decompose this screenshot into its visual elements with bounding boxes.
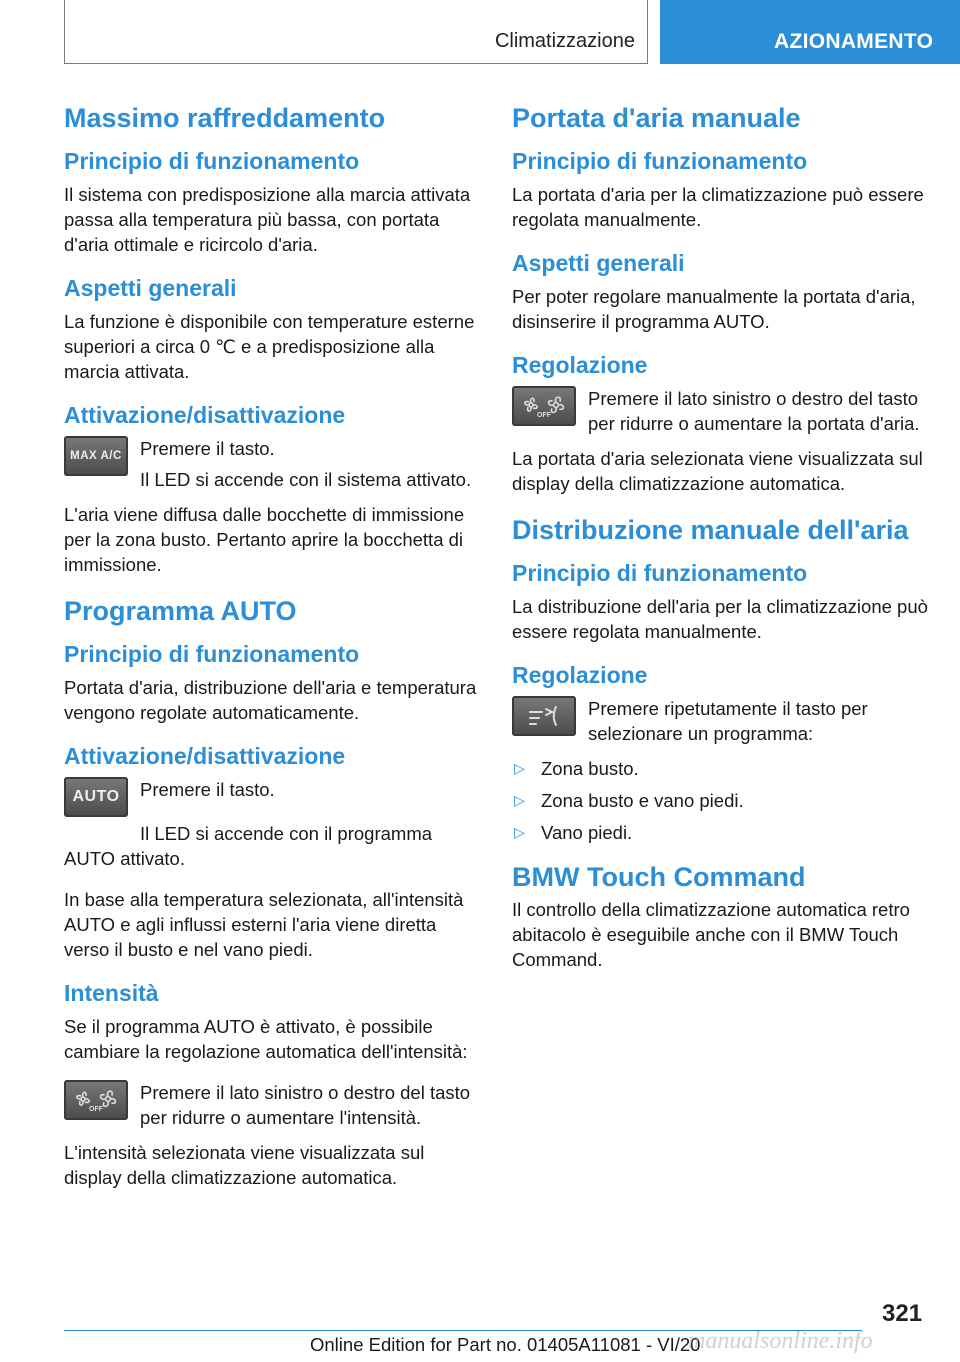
max-ac-button-label: MAX A/C [70, 450, 122, 462]
svg-text:OFF: OFF [537, 412, 551, 419]
paragraph: Portata d'aria, distribuzione dell'aria e temperatura vengono regolate automaticamente. [64, 677, 477, 723]
paragraph: Premere il tasto. [140, 779, 275, 800]
instruction-row [64, 436, 482, 492]
heading-auto: Programma AUTO [64, 596, 297, 626]
program-list [512, 756, 932, 845]
subheading-principio: Principio di funzionamento [512, 560, 808, 586]
subheading-attivazione: Attivazione/disattivazione [64, 743, 346, 769]
list-item: ▷ Zona busto e vano piedi. [514, 790, 744, 811]
paragraph: La portata d'aria selezionata viene visualizzata sul display della climatizzazione automatica. [512, 448, 923, 494]
paragraph: Premere ripetutamente il tasto per selezionare un programma: [588, 698, 868, 744]
subheading-regolazione: Regolazione [512, 352, 648, 378]
header-section-box [64, 0, 648, 64]
triangle-bullet-icon: ▷ [514, 824, 525, 840]
paragraph: Il LED si accende con il programma AUTO attivato. [64, 823, 433, 869]
subheading-principio: Principio di funzionamento [512, 148, 808, 174]
subheading-attivazione: Attivazione/disattivazione [64, 402, 346, 428]
instruction-row [512, 696, 932, 746]
svg-text:OFF: OFF [89, 1106, 103, 1113]
paragraph: La distribuzione dell'aria per la climatizzazione può essere regolata manualmente. [512, 596, 928, 642]
paragraph: Per poter regolare manualmente la portata d'aria, disinserire il programma AUTO. [512, 286, 916, 332]
paragraph: La funzione è disponibile con temperature esterne superiori a circa 0 ℃ e a predisposizione alla marcia attivata. [64, 311, 475, 382]
subheading-principio: Principio di funzionamento [64, 148, 360, 174]
header-chapter-title: AZIONAMENTO [774, 30, 934, 53]
paragraph: Premere il tasto. [140, 438, 275, 459]
heading-massimo: Massimo raffreddamento [64, 103, 386, 133]
paragraph: L'intensità selezionata viene visualizzata sul display della climatizzazione automatica. [64, 1142, 425, 1188]
fan-button-icon [64, 1080, 128, 1120]
header-section-title: Climatizzazione [494, 30, 635, 52]
paragraph: Se il programma AUTO è attivato, è possibile cambiare la regolazione automatica dell'intensità: [64, 1016, 468, 1062]
air-distribution-button-icon [512, 696, 576, 736]
max-ac-button-icon [64, 436, 128, 476]
right-column [512, 100, 932, 988]
fan-button-icon [512, 386, 576, 426]
paragraph: La portata d'aria per la climatizzazione può essere regolata manualmente. [512, 184, 924, 230]
heading-bmw-touch-command: BMW Touch Command [512, 862, 806, 892]
instruction-row [512, 386, 932, 436]
subheading-aspetti: Aspetti generali [64, 275, 237, 301]
heading-portata: Portata d'aria manuale [512, 103, 801, 133]
paragraph: In base alla temperatura selezionata, all'intensità AUTO e agli influssi esterni l'aria viene diretta verso il busto e nel vano piedi. [64, 889, 464, 960]
left-column [64, 100, 482, 1206]
subheading-principio: Principio di funzionamento [64, 641, 360, 667]
watermark: manualsonline.info [688, 1328, 873, 1354]
subheading-regolazione: Regolazione [512, 662, 648, 688]
subheading-aspetti: Aspetti generali [512, 250, 685, 276]
triangle-bullet-icon: ▷ [514, 792, 525, 808]
list-item: ▷ Zona busto. [514, 758, 639, 779]
instruction-row [64, 1080, 482, 1130]
paragraph: Premere il lato sinistro o destro del tasto per ridurre o aumentare la portata d'aria. [588, 388, 920, 434]
footer-edition: Online Edition for Part no. 01405A11081 - VI/20 [310, 1334, 701, 1355]
page-number: 321 [882, 1300, 923, 1327]
paragraph: L'aria viene diffusa dalle bocchette di immissione per la zona busto. Pertanto aprire la bocchetta di immissione. [64, 504, 465, 575]
heading-distribuzione: Distribuzione manuale dell'aria [512, 515, 909, 545]
auto-button-icon [64, 777, 128, 817]
paragraph: Il controllo della climatizzazione automatica retro abitacolo è eseguibile anche con il BMW Touch Command. [512, 899, 910, 970]
paragraph: Premere il lato sinistro o destro del tasto per ridurre o aumentare l'intensità. [140, 1082, 471, 1128]
header-chapter-tab [660, 0, 960, 64]
subheading-intensita: Intensità [64, 980, 159, 1006]
auto-button-label: AUTO [72, 788, 120, 805]
paragraph: Il sistema con predisposizione alla marcia attivata passa alla temperatura più bassa, con portata d'aria ottimale e ricircolo d'aria. [64, 184, 471, 255]
list-item: ▷ Vano piedi. [514, 822, 633, 843]
paragraph: Il LED si accende con il sistema attivato. [140, 469, 472, 490]
triangle-bullet-icon: ▷ [514, 760, 525, 776]
instruction-row [64, 777, 482, 817]
